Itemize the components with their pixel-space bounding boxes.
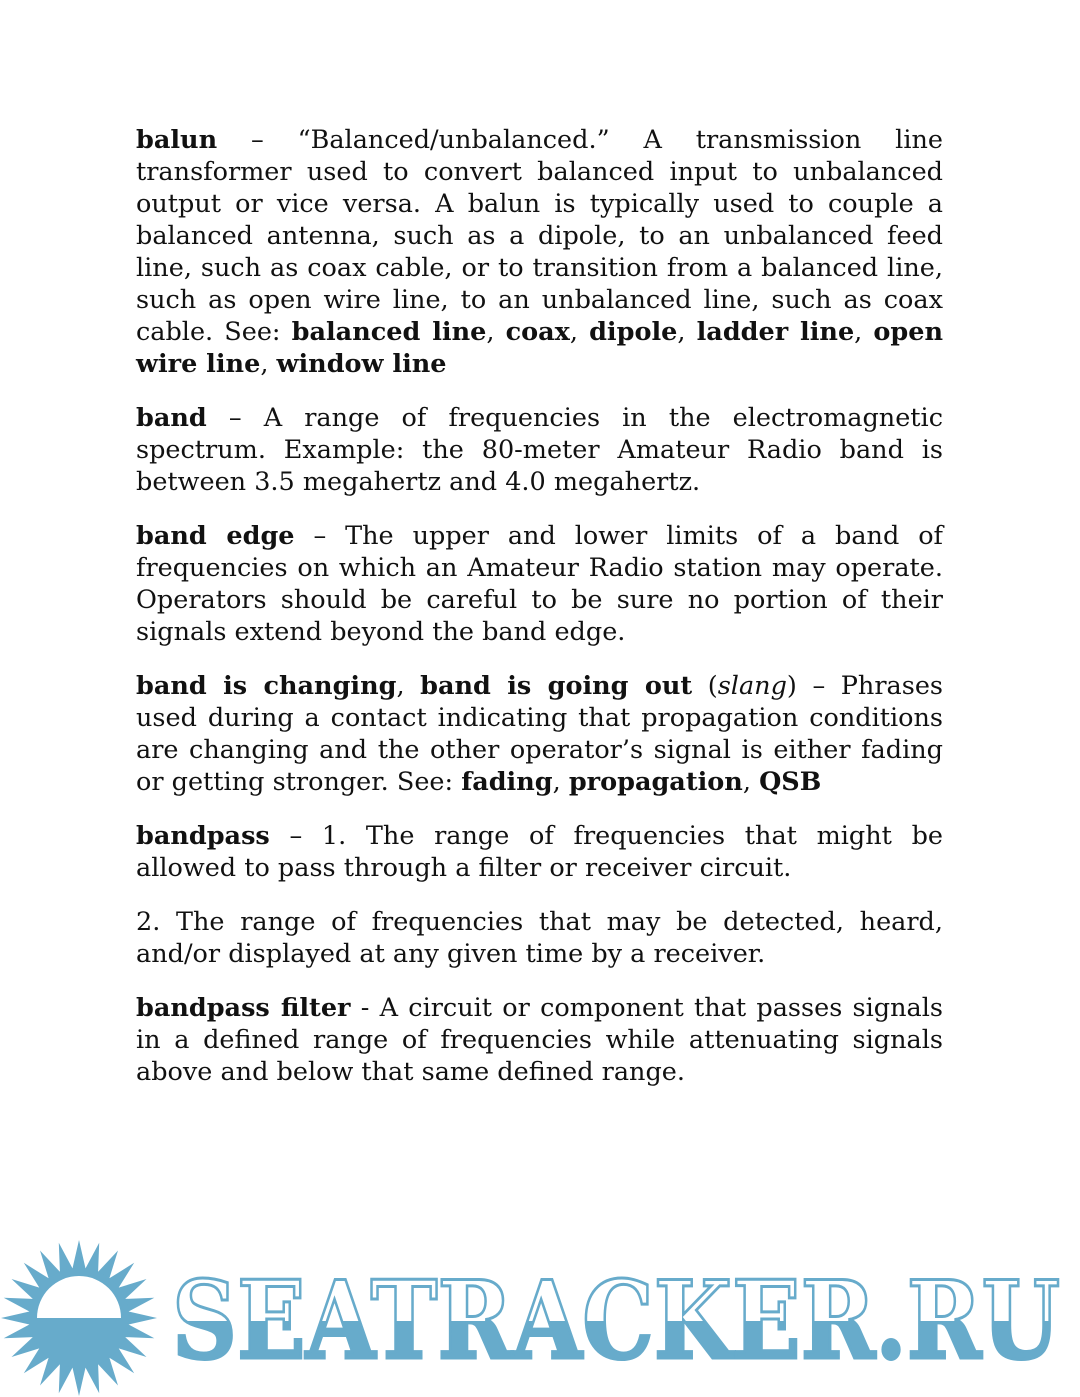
- term: dipole: [589, 317, 678, 347]
- term: fading: [461, 767, 553, 797]
- term: balun: [136, 125, 218, 155]
- definition-text: ,: [552, 767, 569, 797]
- definition-text: – “Balanced/unbalanced.” A transmission line transformer used to convert balanced input to unbalanced output or vice versa. A balun is typically used to couple a balanced antenna, such as a dipole, to an unbalanced feed line, such as coax cable, or to transition from a balanced line, such as open wire line, to an unbalanced line, such as coax cable. See:: [136, 125, 943, 347]
- glossary-entry: [136, 820, 943, 884]
- definition-text: ,: [396, 671, 421, 701]
- glossary-entry: [136, 124, 943, 380]
- watermark-text: SEATRACKER.RU: [172, 1258, 1060, 1384]
- usage-note: slang: [717, 671, 787, 701]
- definition-text: – A range of frequencies in the electromagnetic spectrum. Example: the 80-meter Amateur Radio band is between 3.5 megahertz and 4.0 megahertz.: [136, 403, 943, 497]
- sun-icon: [1, 1240, 157, 1396]
- term: propagation: [568, 767, 743, 797]
- definition-text: ,: [677, 317, 697, 347]
- term: band edge: [136, 521, 295, 551]
- glossary-entry: [136, 670, 943, 798]
- term: coax: [505, 317, 570, 347]
- glossary-entry: [136, 992, 943, 1088]
- glossary-entry: [136, 906, 943, 970]
- term: bandpass: [136, 821, 270, 851]
- term: ladder line: [696, 317, 855, 347]
- term: band is going out: [420, 671, 693, 701]
- term: band is changing: [136, 671, 397, 701]
- glossary-content: [136, 124, 943, 1110]
- term: window line: [276, 349, 447, 379]
- term: QSB: [759, 767, 822, 797]
- definition-text: ,: [854, 317, 874, 347]
- definition-text: (: [692, 671, 718, 701]
- glossary-entry: [136, 402, 943, 498]
- term: bandpass filter: [136, 993, 351, 1023]
- definition-text: ,: [486, 317, 506, 347]
- definition-text: ,: [742, 767, 760, 797]
- definition-text: ,: [569, 317, 590, 347]
- term: band: [136, 403, 207, 433]
- glossary-entry: [136, 520, 943, 648]
- definition-text: – The upper and lower limits of a band of frequencies on which an Amateur Radio station may operate. Operators should be careful to be sure no portion of their signals extend beyond the band edge.: [136, 521, 943, 647]
- term: balanced line: [291, 317, 487, 347]
- definition-text: ,: [260, 349, 277, 379]
- definition-text: ) – Phrases used during a contact indicating that propagation conditions are changing and the other operator’s signal is either fading or getting stronger. See:: [136, 671, 943, 797]
- seatracker-watermark-logo: [0, 1238, 1080, 1397]
- definition-text: – 1. The range of frequencies that might be allowed to pass through a filter or receiver circuit.: [136, 821, 943, 883]
- definition-text: - A circuit or component that passes signals in a defined range of frequencies while attenuating signals above and below that same defined range.: [136, 993, 943, 1087]
- term: open wire line: [136, 317, 944, 379]
- definition-text: 2. The range of frequencies that may be detected, heard, and/or displayed at any given time by a receiver.: [136, 907, 943, 969]
